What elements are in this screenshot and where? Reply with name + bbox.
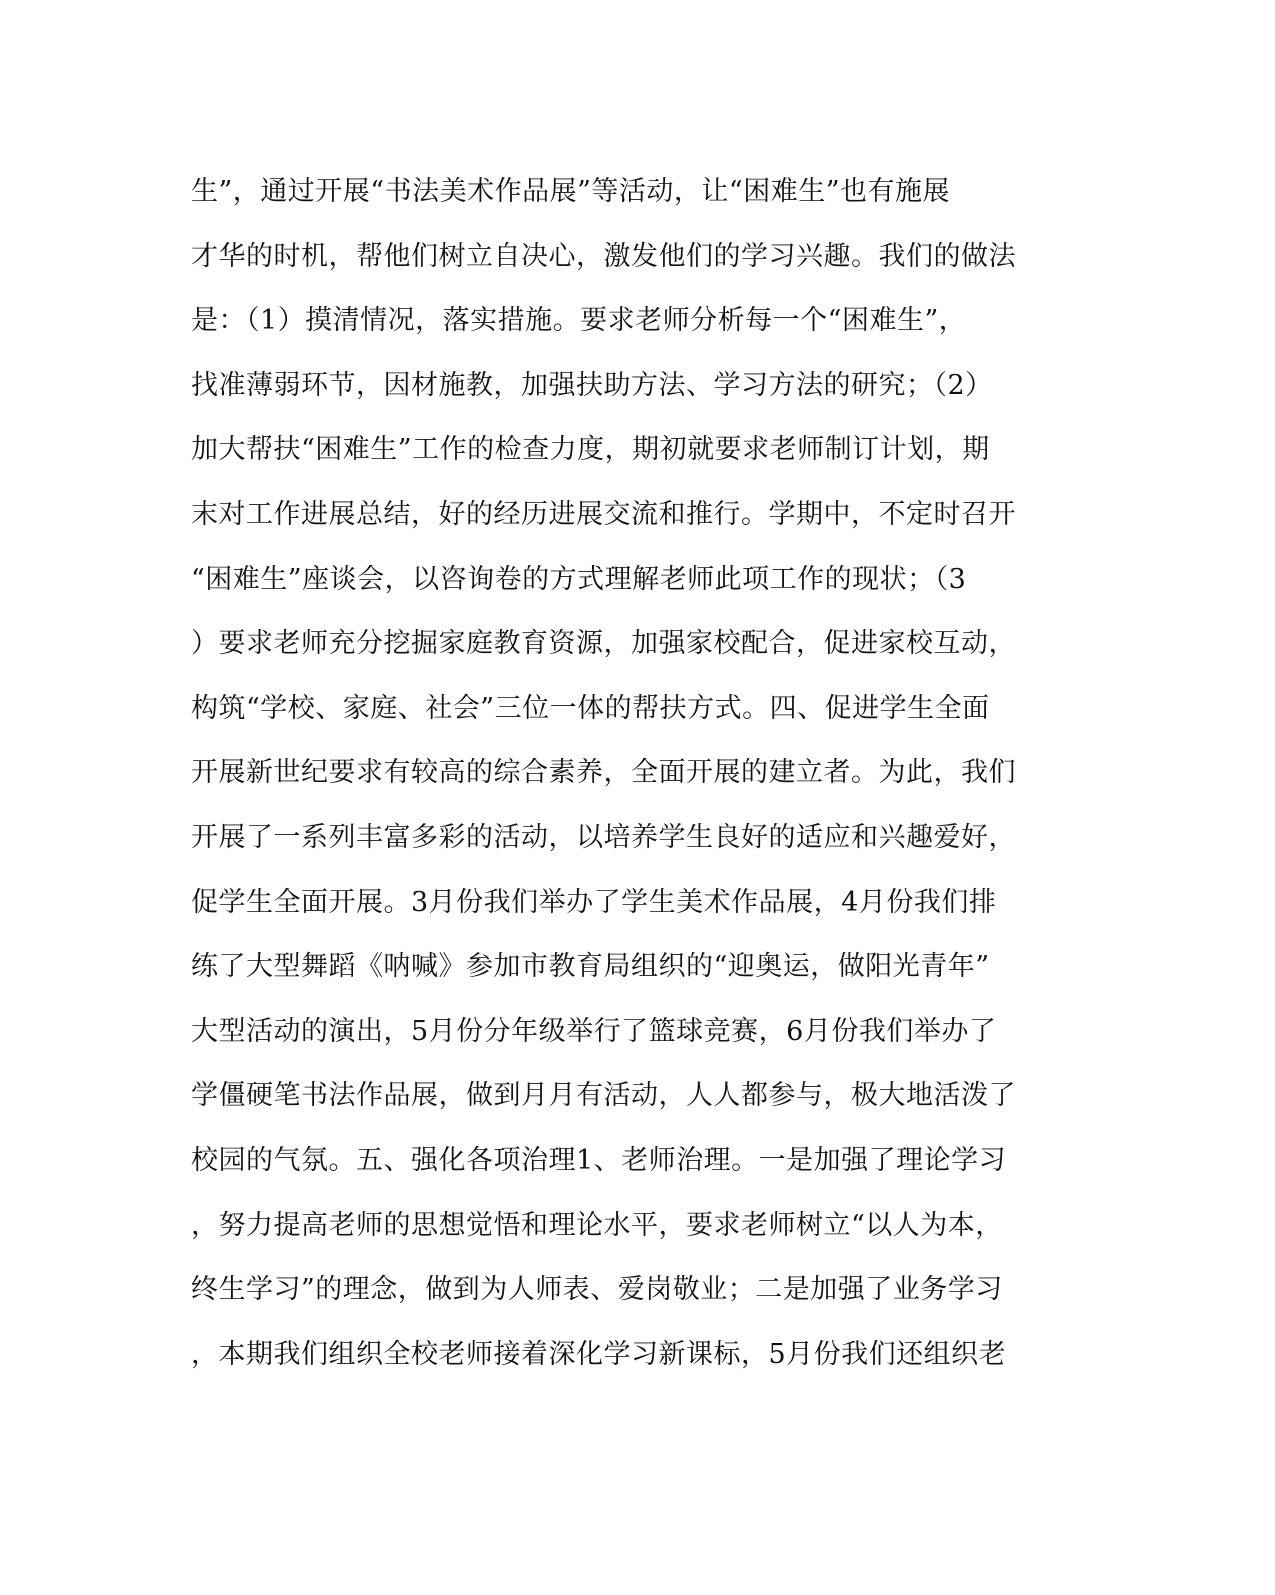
text-line: 加大帮扶“困难生”工作的检查力度，期初就要求老师制订计划，期 bbox=[191, 434, 990, 466]
text-line: 找准薄弱环节，因材施教，加强扶助方法、学习方法的研究；（2） bbox=[191, 369, 993, 401]
text-line: 末对工作进展总结，好的经历进展交流和推行。学期中，不定时召开 bbox=[191, 498, 1016, 530]
text-line: 练了大型舞蹈《呐喊》参加市教育局组织的“迎奥运，做阳光青年” bbox=[191, 951, 990, 983]
text-line: ，本期我们组织全校老师接着深化学习新课标，5月份我们还组织老 bbox=[191, 1338, 1007, 1370]
text-line: 校园的气氛。五、强化各项治理1、老师治理。一是加强了理论学习 bbox=[191, 1144, 1007, 1176]
text-line: 大型活动的演出，5月份分年级举行了篮球竞赛，6月份我们举办了 bbox=[191, 1015, 997, 1047]
text-line: 构筑“学校、家庭、社会”三位一体的帮扶方式。四、促进学生全面 bbox=[191, 692, 990, 724]
text-line: “困难生”座谈会，以咨询卷的方式理解老师此项工作的现状；（3 bbox=[191, 563, 967, 595]
text-line: 促学生全面开展。3月份我们举办了学生美术作品展，4月份我们排 bbox=[191, 886, 997, 918]
text-line: 才华的时机，帮他们树立自决心，激发他们的学习兴趣。我们的做法 bbox=[191, 240, 1016, 272]
text-line: 学僵硬笔书法作品展，做到月月有活动，人人都参与，极大地活泼了 bbox=[191, 1080, 1016, 1112]
body-text bbox=[191, 160, 1061, 1387]
text-line: ，努力提高老师的思想觉悟和理论水平，要求老师树立“以人为本， bbox=[191, 1209, 1003, 1241]
text-line: 是：（1）摸清情况，落实措施。要求老师分析每一个“困难生”， bbox=[191, 305, 967, 337]
text-line: 终生学习”的理念，做到为人师表、爱岗敬业；二是加强了业务学习 bbox=[191, 1274, 1003, 1306]
text-line: 开展了一系列丰富多彩的活动，以培养学生良好的适应和兴趣爱好， bbox=[191, 821, 1016, 853]
text-line: 开展新世纪要求有较高的综合素养，全面开展的建立者。为此，我们 bbox=[191, 757, 1016, 789]
text-line: ）要求老师充分挖掘家庭教育资源，加强家校配合，促进家校互动， bbox=[191, 628, 1016, 660]
text-line: 生”，通过开展“书法美术作品展”等活动，让“困难生”也有施展 bbox=[191, 176, 951, 207]
